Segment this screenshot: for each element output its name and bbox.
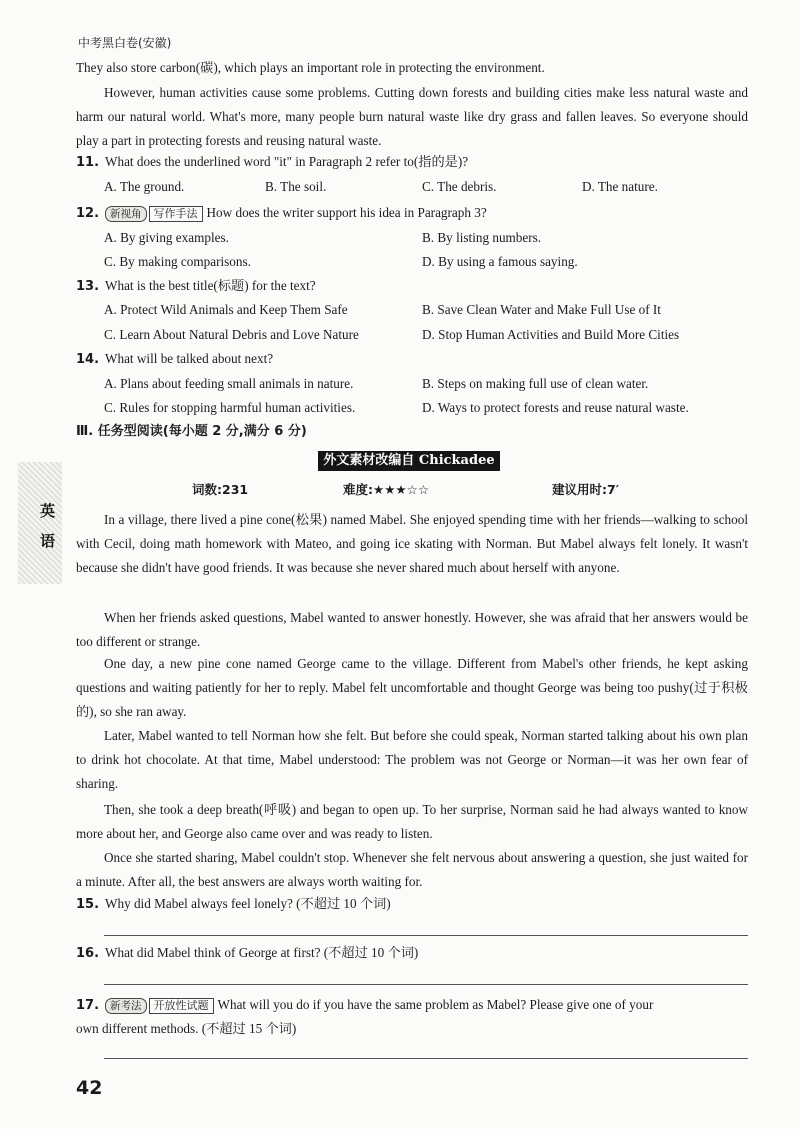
- question-17: [76, 995, 766, 1016]
- question-text: Why did Mabel always feel lonely? (不超过 10 个词): [105, 896, 391, 911]
- answer-line[interactable]: [104, 1058, 748, 1059]
- story-paragraph: Then, she took a deep breath(呼吸) and began to open up. To her surprise, Norman said he had always wanted to know more about her, and George also came over and was ready to listen.: [76, 802, 748, 841]
- option-b: B. The soil.: [265, 179, 327, 194]
- word-count: 词数:231: [192, 482, 249, 497]
- story-paragraph: When her friends asked questions, Mabel wanted to answer honestly. However, she was afraid that her answers would be too different or strange.: [76, 610, 748, 649]
- section-title: Ⅲ. 任务型阅读(每小题 2 分,满分 6 分): [76, 424, 307, 439]
- option-c: C. Rules for stopping harmful human activities.: [104, 400, 356, 415]
- option-c: C. The debris.: [422, 179, 497, 194]
- question-text: What will you do if you have the same problem as Mabel? Please give one of your: [217, 997, 654, 1012]
- subject-side-tab: [18, 462, 62, 584]
- option-a: A. By giving examples.: [104, 230, 229, 245]
- question-number: 12.: [76, 206, 100, 221]
- question-14: [76, 349, 766, 370]
- source-banner: 外文素材改编自 Chickadee: [318, 451, 500, 471]
- subject-label-char: 英: [40, 502, 56, 520]
- question-text: What is the best title(标题) for the text?: [105, 278, 316, 293]
- question-text: How does the writer support his idea in Paragraph 3?: [206, 205, 487, 220]
- story-paragraph: One day, a new pine cone named George came to the village. Different from Mabel's other friends, he kept asking questions and waiting patiently for her to reply. Mabel felt uncomfortable and thought George was being too pushy(过于积极的), so she ran away.: [76, 656, 748, 719]
- page-header: 中考黑白卷(安徽): [78, 36, 172, 50]
- new-method-tag: 新考法: [105, 998, 147, 1014]
- option-b: B. Save Clean Water and Make Full Use of It: [422, 302, 661, 317]
- option-d: D. Ways to protect forests and reuse natural waste.: [422, 400, 689, 415]
- option-c: C. Learn About Natural Debris and Love Nature: [104, 327, 359, 342]
- answer-line[interactable]: [104, 984, 748, 985]
- option-c: C. By making comparisons.: [104, 254, 251, 269]
- option-d: D. Stop Human Activities and Build More Cities: [422, 327, 680, 342]
- option-b: B. Steps on making full use of clean water.: [422, 376, 649, 391]
- question-12: [76, 203, 766, 224]
- story-paragraph: Later, Mabel wanted to tell Norman how she felt. But before she could speak, Norman started talking about his own plan to drink hot chocolate. At that time, Mabel understood: The problem was not George or Norman—it was her own fear of sharing.: [76, 728, 748, 791]
- suggested-time: 建议用时:7′: [552, 482, 619, 497]
- question-11: [76, 152, 766, 173]
- category-tag: 写作手法: [149, 206, 203, 222]
- passage-line: They also store carbon(碳), which plays an important role in protecting the environment.: [76, 60, 545, 75]
- option-b: B. By listing numbers.: [422, 230, 542, 245]
- new-perspective-tag: 新视角: [105, 206, 147, 222]
- option-d: D. The nature.: [582, 179, 658, 194]
- question-15: [76, 894, 766, 915]
- option-a: A. Plans about feeding small animals in nature.: [104, 376, 354, 391]
- difficulty-rating: 难度:★★★☆☆: [343, 482, 430, 497]
- question-number: 16.: [76, 946, 100, 961]
- question-text-continued: own different methods. (不超过 15 个词): [76, 1021, 297, 1036]
- answer-line[interactable]: [104, 935, 748, 936]
- story-paragraph: Once she started sharing, Mabel couldn't stop. Whenever she felt nervous about answering a question, she just waited for a minute. After all, the best answers are always worth waiting for.: [76, 850, 748, 889]
- passage-paragraph: However, human activities cause some problems. Cutting down forests and building cities make less natural waste and harm our natural world. What's more, many people burn natural waste like dry grass and fallen leaves. So everyone should play a part in protecting forests and reusing natural waste.: [76, 85, 748, 148]
- category-tag: 开放性试题: [149, 998, 214, 1014]
- question-number: 11.: [76, 155, 100, 170]
- subject-label-char: 语: [40, 532, 56, 550]
- question-number: 13.: [76, 279, 100, 294]
- question-13: [76, 276, 766, 297]
- question-text: What does the underlined word "it" in Paragraph 2 refer to(指的是)?: [105, 154, 469, 169]
- option-d: D. By using a famous saying.: [422, 254, 578, 269]
- question-number: 15.: [76, 897, 100, 912]
- option-a: A. Protect Wild Animals and Keep Them Safe: [104, 302, 348, 317]
- story-paragraph: In a village, there lived a pine cone(松果) named Mabel. She enjoyed spending time with her friends—walking to school with Cecil, doing math homework with Mateo, and going ice skating with Norman. But Mabel always felt lonely. It wasn't because she didn't have good friends. It was because she never shared much about herself with anyone.: [76, 512, 748, 575]
- question-text: What did Mabel think of George at first? (不超过 10 个词): [105, 945, 419, 960]
- page-number: 42: [76, 1077, 103, 1099]
- question-number: 14.: [76, 352, 100, 367]
- question-16: [76, 943, 766, 964]
- question-text: What will be talked about next?: [105, 351, 274, 366]
- option-a: A. The ground.: [104, 179, 185, 194]
- question-number: 17.: [76, 998, 100, 1013]
